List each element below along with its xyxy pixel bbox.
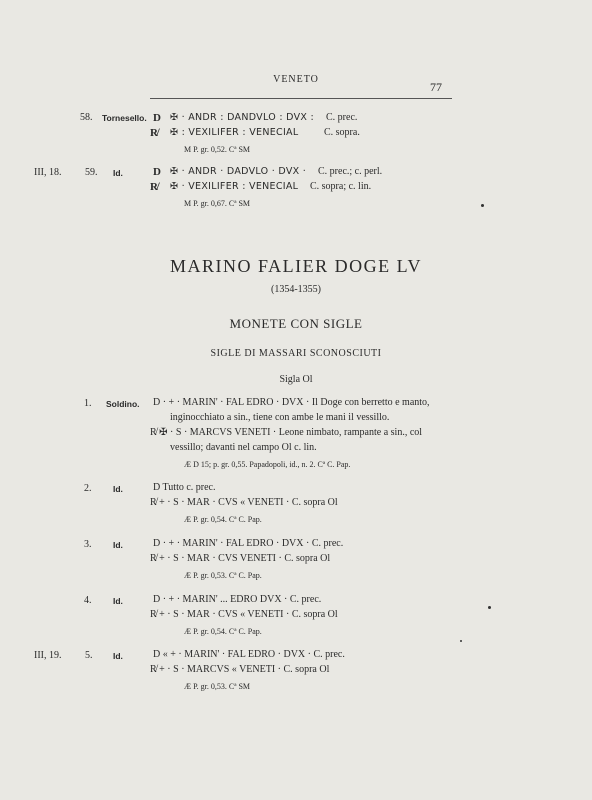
obverse-line: D · + · MARIN' ... EDRO DVX · C. prec. [153, 594, 322, 605]
reverse-line: R̸ + · S · MAR · CVS « VENETI · C. sopra Ol [150, 497, 338, 508]
entry-denomination: Tornesello. [102, 113, 147, 123]
section-subtitle: MONETE CON SIGLE [229, 316, 363, 331]
scan-speck [460, 640, 462, 642]
entry-denomination: Soldino. [106, 399, 140, 409]
sigla-label: Sigla Ol [279, 374, 313, 385]
entry-meta: Æ P. gr. 0,53. Cª SM [184, 682, 251, 691]
page-number: 77 [430, 80, 442, 94]
reverse-legend: ✠ · VEXILIFER : VENECIAL [170, 181, 299, 192]
obverse-legend: ✠ · ANDR · DADVLO · DVX · [170, 166, 307, 177]
reverse-mark: R̸ [150, 181, 158, 193]
reverse-note: C. sopra. [324, 127, 360, 138]
entry-number: 1. [84, 398, 92, 409]
header-rule [150, 98, 452, 99]
reverse-line-cont: vessillo; davanti nel campo Ol c. lin. [170, 442, 317, 453]
entry-denomination: Id. [113, 484, 123, 494]
entry-denomination: Id. [113, 651, 123, 661]
entry-denomination: Id. [113, 596, 123, 606]
entry-meta: Æ P. gr. 0,53. Cª C. Pap. [184, 571, 262, 580]
reverse-line: R̸ + · S · MAR · CVS VENETI · C. sopra Ol [150, 553, 331, 564]
scan-speck [488, 606, 491, 609]
obverse-line: D Tutto c. prec. [153, 482, 216, 493]
reverse-mark: R̸ [150, 127, 158, 139]
entry-number: 5. [85, 650, 93, 661]
section-dates: (1354-1355) [271, 284, 321, 295]
entry-meta: M P. gr. 0,67. Cª SM [184, 199, 251, 208]
entry-meta: Æ D 15; p. gr. 0,55. Papadopoli, id., n. 2. Cª C. Pap. [184, 460, 351, 469]
obverse-line: D · + · MARIN' · FAL EDRO · DVX · C. prec. [153, 538, 344, 549]
obverse-note: C. prec.; c. perl. [318, 166, 383, 177]
obverse-mark: D [153, 166, 161, 178]
reverse-line: R̸ + · S · MARCVS « VENETI · C. sopra Ol [150, 664, 330, 675]
reverse-note: C. sopra; c. lin. [310, 181, 372, 192]
entry-meta: Æ P. gr. 0,54. Cª C. Pap. [184, 627, 262, 636]
entry-number: 3. [84, 539, 92, 550]
entry-number: 2. [84, 483, 92, 494]
obverse-line: D « + · MARIN' · FAL EDRO · DVX · C. prec. [153, 649, 345, 660]
scan-speck [481, 204, 484, 207]
obverse-legend: ✠ · ANDR : DANDVLO : DVX : [170, 112, 315, 123]
plate-reference: III, 18. [34, 167, 62, 178]
reverse-legend: ✠ : VEXILIFER : VENECIAL [170, 127, 299, 138]
reverse-line: R̸ + · S · MAR · CVS « VENETI · C. sopra Ol [150, 609, 338, 620]
obverse-mark: D [153, 112, 161, 124]
plate-reference: III, 19. [34, 650, 62, 661]
obverse-line-cont: inginocchiato a sin., tiene con ambe le mani il vessillo. [170, 412, 390, 423]
entry-number: 59. [85, 167, 98, 178]
running-head: VENETO [273, 74, 319, 85]
entry-number: 4. [84, 595, 92, 606]
entry-denomination: Id. [113, 540, 123, 550]
entry-meta: Æ P. gr. 0,54. Cª C. Pap. [184, 515, 262, 524]
entry-meta: M P. gr. 0,52. Cª SM [184, 145, 251, 154]
reverse-line: R̸ ✠ · S · MARCVS VENETI · Leone nimbato, rampante a sin., col [150, 427, 423, 438]
obverse-note: C. prec. [326, 112, 358, 123]
entry-denomination: Id. [113, 168, 123, 178]
section-subsubtitle: SIGLE DI MASSARI SCONOSCIUTI [210, 348, 382, 359]
obverse-line: D · + · MARIN' · FAL EDRO · DVX · Il Doge con berretto e manto, [153, 397, 430, 408]
entry-number: 58. [80, 112, 93, 123]
section-title: MARINO FALIER DOGE LV [170, 256, 422, 276]
